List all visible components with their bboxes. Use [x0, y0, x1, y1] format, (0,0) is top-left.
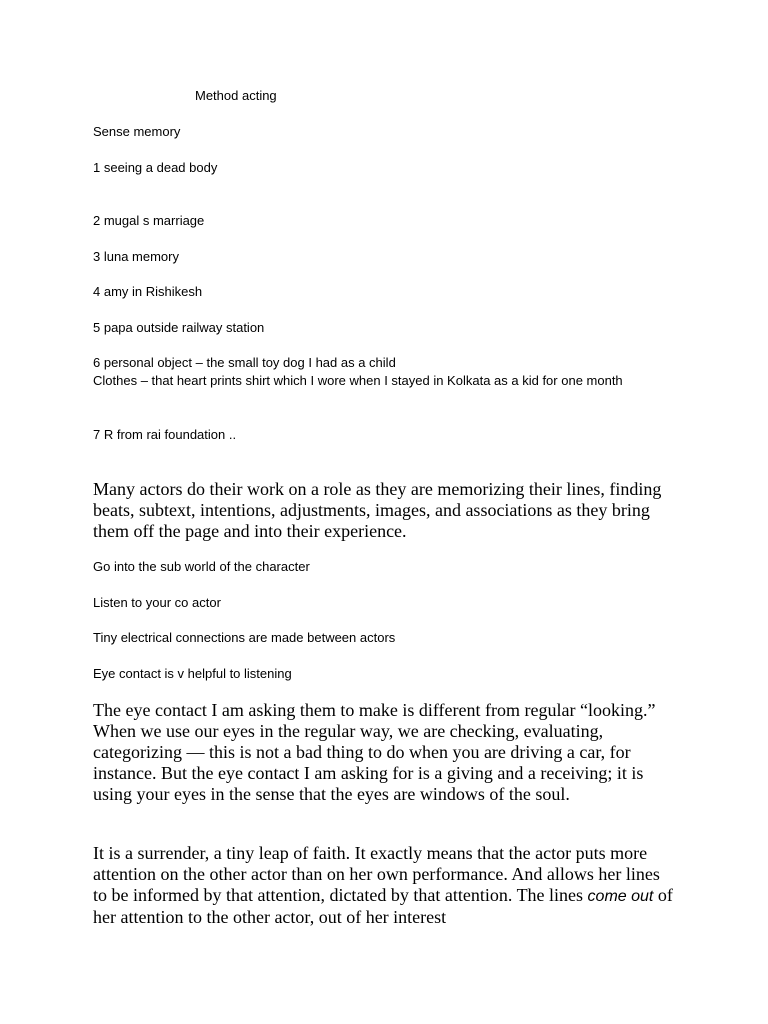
- list-item: 6 personal object – the small toy dog I had as a child: [93, 355, 396, 370]
- list-item: 7 R from rai foundation ..: [93, 427, 237, 442]
- body-paragraph: [93, 843, 675, 928]
- list-item: 2 mugal s marriage: [93, 213, 205, 228]
- list-item: Clothes – that heart prints shirt which I wore when I stayed in Kolkata as a kid for one month: [93, 373, 623, 388]
- document-title: Method acting: [195, 88, 277, 103]
- body-paragraph: The eye contact I am asking them to make is different from regular “looking.” When we use our eyes in the regular way, we are checking, evaluating, categorizing — this is not a bad thing to do when you are driving a car, for instance. But the eye contact I am asking for is a giving and a receiving; it is using your eyes in the sense that the eyes are windows of the soul.: [93, 700, 656, 804]
- emphasis-text: come out: [587, 888, 654, 905]
- note-line: Go into the sub world of the character: [93, 559, 310, 574]
- list-item: 3 luna memory: [93, 249, 179, 264]
- body-paragraph: Many actors do their work on a role as they are memorizing their lines, finding beats, subtext, intentions, adjustments, images, and associations as they bring them off the page and into their experience.: [93, 479, 662, 541]
- note-line: Listen to your co actor: [93, 595, 221, 610]
- paragraph-text: It is a surrender, a tiny leap of faith. It exactly means that the actor puts more attention on the other actor than on her own performance. And allows her lines to be informed by that attention, dictated by that attention. The lines: [93, 843, 660, 905]
- note-line: Tiny electrical connections are made between actors: [93, 630, 396, 645]
- note-line: Eye contact is v helpful to listening: [93, 666, 292, 681]
- paragraph-text: of her attention to the other actor, out of her interest: [93, 885, 673, 927]
- list-item: 1 seeing a dead body: [93, 160, 218, 175]
- section-heading: Sense memory: [93, 124, 181, 139]
- list-item: 4 amy in Rishikesh: [93, 284, 203, 299]
- list-item: 5 papa outside railway station: [93, 320, 265, 335]
